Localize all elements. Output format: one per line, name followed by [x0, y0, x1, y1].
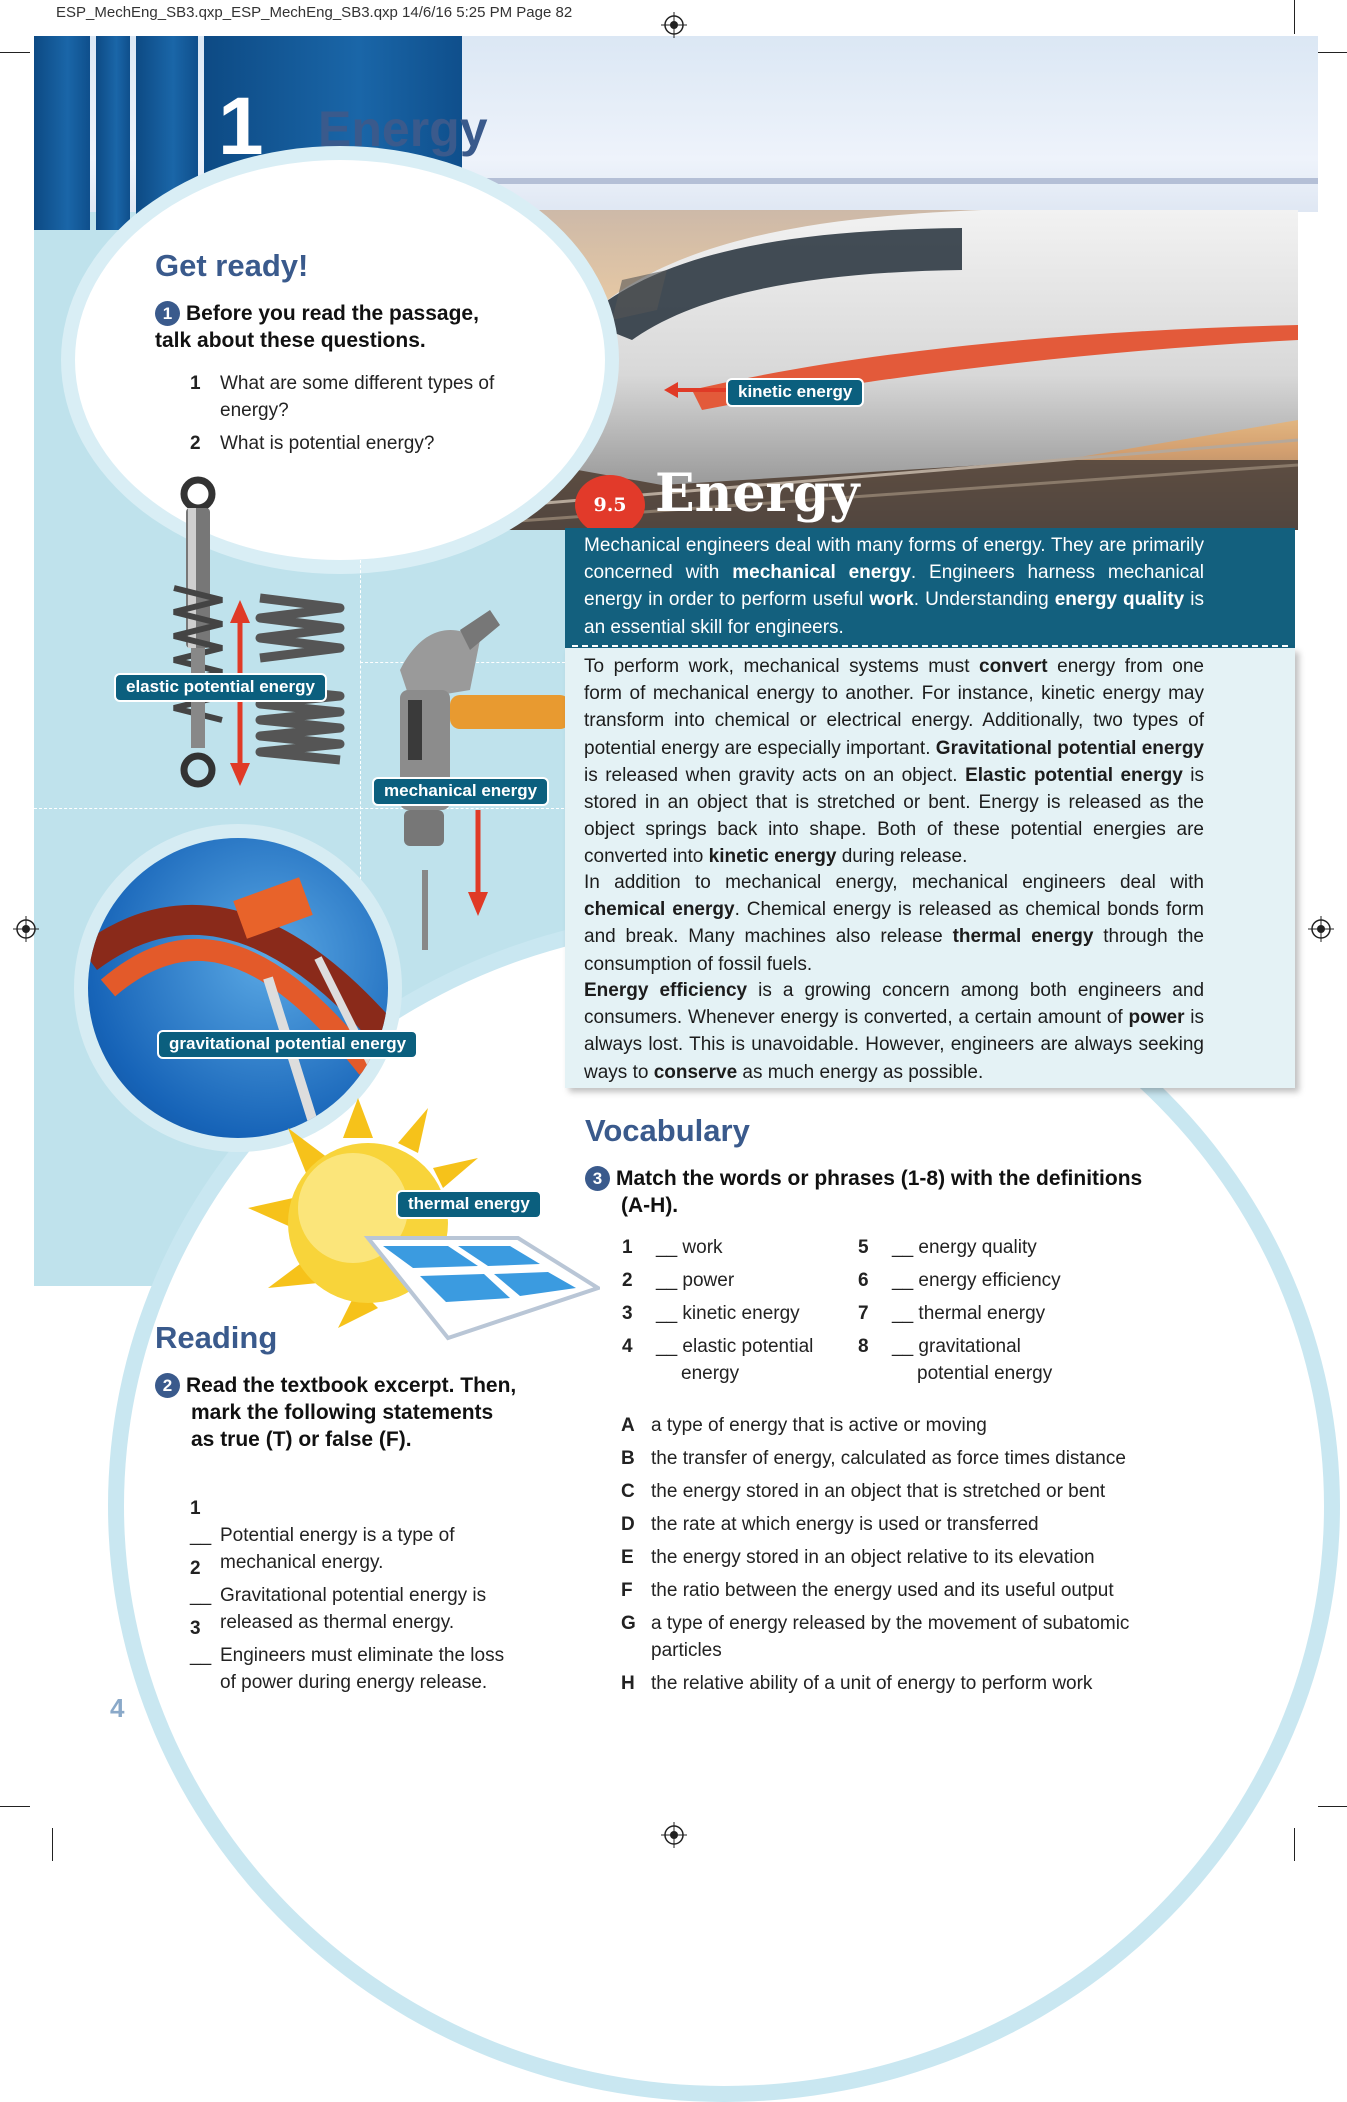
section-badge: 9.5: [575, 475, 645, 535]
task-number-badge: 1: [155, 301, 180, 326]
vocab-item: 1 __ work: [622, 1237, 723, 1258]
crop-mark: [1294, 1828, 1295, 1861]
crop-mark: [1318, 1806, 1347, 1807]
crop-mark: [52, 1828, 53, 1861]
definition-item: E the energy stored in an object relative to its elevation: [621, 1547, 1095, 1568]
arrow-left-icon: [664, 380, 726, 400]
task-1: [155, 300, 505, 354]
sun-solar-panel-illustration: [248, 1098, 600, 1348]
excerpt-paragraph-3: Energy efficiency is a growing concern among both engineers and consumers. Whenever energy is converted, a certain amount of power is always lost. This is unavoidable. However, engineers are always seeking ways to conserve as much energy as possible.: [584, 980, 1205, 1083]
shock-absorber-illustration: [160, 468, 350, 808]
question-1: 1 What are some different types of energy?: [190, 373, 495, 421]
question-2: 2 What is potential energy?: [190, 433, 435, 454]
definition-item: H the relative ability of a unit of energy to perform work: [621, 1673, 1093, 1694]
vocab-item: 5 __ energy quality: [858, 1237, 1037, 1258]
definition-item: A a type of energy that is active or moving: [621, 1415, 987, 1436]
definition-item: B the transfer of energy, calculated as force times distance: [621, 1448, 1126, 1469]
page-number: 4: [110, 1693, 125, 1723]
print-slug: ESP_MechEng_SB3.qxp_ESP_MechEng_SB3.qxp 14/6/16 5:25 PM Page 82: [56, 4, 573, 21]
crop-mark: [1294, 0, 1295, 34]
excerpt-divider: [572, 645, 1288, 647]
registration-mark-icon: [661, 12, 687, 38]
label-thermal-energy: thermal energy: [396, 1190, 542, 1219]
registration-mark-icon: [1308, 916, 1334, 942]
chapter-title: Energy: [318, 101, 488, 157]
label-elastic-potential-energy: elastic potential energy: [114, 673, 327, 702]
task-1-text: Before you read the passage, talk about these questions.: [155, 302, 479, 352]
registration-mark-icon: [661, 1822, 687, 1848]
task-number-badge: 2: [155, 1373, 180, 1398]
task-2-text: Read the textbook excerpt. Then, mark the following statements as true (T) or false (F).: [186, 1374, 517, 1451]
reading-heading: Reading: [155, 1320, 278, 1355]
label-mechanical-energy: mechanical energy: [372, 777, 549, 806]
vocab-item: 7 __ thermal energy: [858, 1303, 1046, 1324]
task-2: [155, 1372, 521, 1453]
chapter-number: 1: [218, 81, 264, 172]
definition-item: D the rate at which energy is used or transferred: [621, 1514, 1039, 1535]
definition-item: G a type of energy released by the movement of subatomic particles: [621, 1613, 1130, 1661]
crop-mark: [0, 52, 30, 53]
vocab-item: 4 __ elastic potential energy: [622, 1336, 814, 1384]
crop-mark: [0, 1806, 30, 1807]
excerpt-intro: Mechanical engineers deal with many forms of energy. They are primarily concerned with mechanical energy. Engineers harness mechanical energy in order to perform useful work. Understanding energy quality is an essential skill for engineers.: [584, 535, 1205, 638]
vocabulary-heading: Vocabulary: [585, 1113, 750, 1148]
label-kinetic-energy: kinetic energy: [726, 378, 864, 407]
excerpt-paragraph-2: In addition to mechanical energy, mechanical engineers deal with chemical energy. Chemical energy is released as chemical bonds form and break. Many machines also release thermal energy through the consumption of fossil fuels.: [584, 872, 1204, 975]
task-3-text: Match the words or phrases (1-8) with the definitions (A-H).: [616, 1167, 1143, 1217]
excerpt-title: Energy: [655, 463, 860, 524]
excerpt-paragraph-1: To perform work, mechanical systems must convert energy from one form of mechanical energy to another. For instance, kinetic energy may transform into chemical or electrical energy. Additionally, two types of potential energy are especially important. Gravitational potential energy is released when gravity acts on an object. Elastic potential energy is stored in an object that is stretched or bent. Energy is released as the object springs back into shape. Both of these potential energies are converted into kinetic energy during release.: [584, 656, 1205, 868]
task-3: [585, 1165, 1151, 1219]
vocab-item: 8 __ gravitational potential energy: [858, 1336, 1053, 1384]
vocab-item: 2 __ power: [622, 1270, 735, 1291]
definition-item: F the ratio between the energy used and its useful output: [621, 1580, 1114, 1601]
vocab-item: 6 __ energy efficiency: [858, 1270, 1061, 1291]
crop-mark: [1318, 52, 1347, 53]
vocab-item: 3 __ kinetic energy: [622, 1303, 800, 1324]
definition-item: C the energy stored in an object that is stretched or bent: [621, 1481, 1106, 1502]
roller-coaster-photo: [88, 838, 388, 1138]
task-number-badge: 3: [585, 1166, 610, 1191]
label-gravitational-potential-energy: gravitational potential energy: [157, 1030, 418, 1059]
statement-3: 3__ Engineers must eliminate the loss of power during energy release.: [190, 1618, 505, 1693]
registration-mark-icon: [13, 916, 39, 942]
statement-1: 1__ Potential energy is a type of mechanical energy.: [190, 1498, 455, 1573]
statement-2: 2__ Gravitational potential energy is released as thermal energy.: [190, 1558, 487, 1633]
get-ready-heading: Get ready!: [155, 248, 309, 283]
